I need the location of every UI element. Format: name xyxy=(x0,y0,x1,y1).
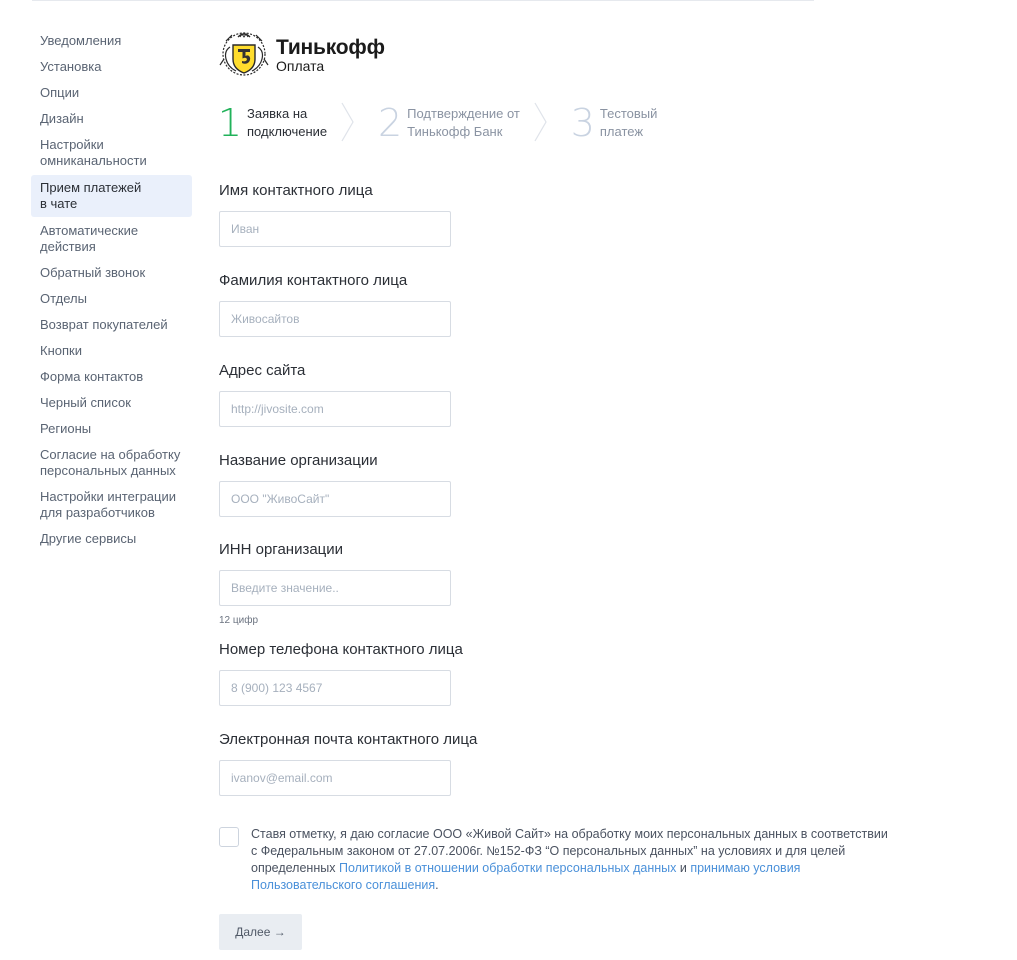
sidebar-item-callback[interactable] xyxy=(31,261,192,285)
sidebar-item-label: Настройки интеграции для разработчиков xyxy=(40,489,177,520)
sidebar-item-options[interactable] xyxy=(31,81,192,105)
site-url-group xyxy=(219,362,679,380)
step-number: 2 xyxy=(378,101,403,145)
field-label: Электронная почта контактного лица xyxy=(219,731,478,748)
settings-sidebar xyxy=(31,29,192,553)
email-group xyxy=(219,731,679,749)
sidebar-item-design[interactable] xyxy=(31,107,192,131)
top-divider xyxy=(32,0,814,1)
sidebar-item-label: Дизайн xyxy=(40,111,84,126)
inn-group xyxy=(219,541,679,626)
field-label: Номер телефона контактного лица xyxy=(219,641,463,658)
phone-group xyxy=(219,641,679,659)
first-name-group xyxy=(219,182,679,200)
sidebar-item-label: Другие сервисы xyxy=(40,531,137,546)
sidebar-item-buttons[interactable] xyxy=(31,339,192,363)
site-url-input[interactable] xyxy=(219,391,451,427)
first-name-input[interactable] xyxy=(219,211,451,247)
sidebar-item-notifications[interactable] xyxy=(31,29,192,53)
sidebar-item-label: Регионы xyxy=(40,421,92,436)
sidebar-item-label: Черный список xyxy=(40,395,131,410)
sidebar-item-label: Установка xyxy=(40,59,102,74)
sidebar-item-label: Настройки омниканальности xyxy=(40,137,147,168)
step-label: Тестовый платеж xyxy=(599,106,658,139)
sidebar-item-label: Отделы xyxy=(40,291,87,306)
tinkoff-pay-logo xyxy=(219,29,899,81)
sidebar-item-customer-return[interactable] xyxy=(31,313,192,337)
last-name-input[interactable] xyxy=(219,301,451,337)
privacy-policy-link[interactable]: Политикой в отношении обработки персональных данных xyxy=(338,861,677,875)
sidebar-item-other-services[interactable] xyxy=(31,527,192,551)
field-label: Название организации xyxy=(219,452,378,469)
field-label: Фамилия контактного лица xyxy=(219,272,408,289)
stepper xyxy=(215,101,657,145)
sidebar-item-label: Опции xyxy=(40,85,80,100)
sidebar-item-personal-data-consent[interactable] xyxy=(31,443,192,483)
sidebar-item-label: Согласие на обработку персональных данных xyxy=(40,447,181,478)
step-number: 3 xyxy=(570,101,595,145)
sidebar-item-label: Кнопки xyxy=(40,343,82,358)
step-label: Заявка на подключение xyxy=(247,106,328,139)
tinkoff-emblem-icon xyxy=(218,29,270,81)
sidebar-item-automatic-actions[interactable] xyxy=(31,219,192,259)
organization-name-input[interactable] xyxy=(219,481,451,517)
inn-hint: 12 цифр xyxy=(219,615,259,626)
sidebar-item-chat-payments[interactable] xyxy=(31,175,192,217)
step-2 xyxy=(375,101,520,145)
sidebar-item-regions[interactable] xyxy=(31,417,192,441)
consent-text xyxy=(251,826,889,894)
sidebar-item-contact-form[interactable] xyxy=(31,365,192,389)
step-number: 1 xyxy=(217,101,243,145)
consent-checkbox[interactable] xyxy=(219,827,239,847)
sidebar-item-label: Автоматические действия xyxy=(40,223,139,254)
consent-text-body: Ставя отметку, я даю согласие ООО «Живой Сайт» на обработку моих персональных данных в соответствии с Федеральным законом от 27.07.2006г. №152-ФЗ “О персональных данных” на условиях и для целей определенных xyxy=(251,827,888,875)
consent-period: . xyxy=(435,878,439,892)
next-button[interactable]: Далее → xyxy=(219,914,302,950)
sidebar-item-installation[interactable] xyxy=(31,55,192,79)
last-name-group xyxy=(219,272,679,290)
field-label: ИНН организации xyxy=(219,541,344,558)
logo-wordmark xyxy=(276,37,385,73)
sidebar-item-label: Форма контактов xyxy=(40,369,144,384)
user-agreement-link[interactable]: принимаю условия Пользовательского соглашения xyxy=(251,861,801,892)
tinkoff-connect-form xyxy=(217,29,899,939)
chevron-right-icon xyxy=(534,102,548,142)
sidebar-item-departments[interactable] xyxy=(31,287,192,311)
organization-name-group xyxy=(219,452,679,470)
field-label: Имя контактного лица xyxy=(219,182,373,199)
sidebar-item-label: Обратный звонок xyxy=(40,265,146,280)
consent-block xyxy=(219,826,889,894)
phone-input[interactable] xyxy=(219,670,451,706)
inn-input[interactable] xyxy=(219,570,451,606)
sidebar-item-blacklist[interactable] xyxy=(31,391,192,415)
step-3 xyxy=(568,101,658,145)
sidebar-item-label: Возврат покупателей xyxy=(40,317,168,332)
chevron-right-icon xyxy=(341,102,355,142)
sidebar-item-developer-integration[interactable] xyxy=(31,485,192,525)
sidebar-item-omnichannel[interactable] xyxy=(31,133,192,173)
sidebar-item-label: Прием платежей в чате xyxy=(40,180,142,211)
email-input[interactable] xyxy=(219,760,451,796)
field-label: Адрес сайта xyxy=(219,362,306,379)
consent-conjunction: и xyxy=(676,861,691,875)
sidebar-item-label: Уведомления xyxy=(40,33,122,48)
logo-brand: Тинькофф xyxy=(276,36,385,59)
step-label: Подтверждение от Тинькофф Банк xyxy=(407,106,520,139)
step-1 xyxy=(215,101,327,145)
logo-subtitle: Оплата xyxy=(276,58,325,74)
